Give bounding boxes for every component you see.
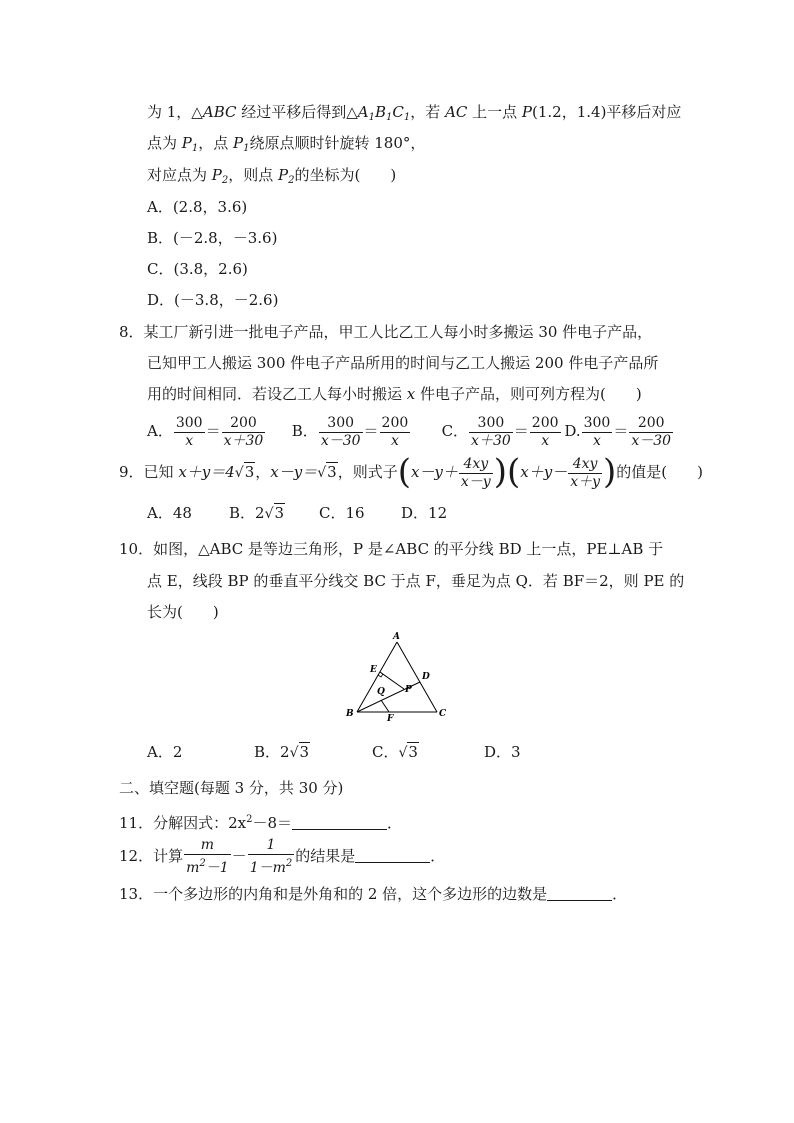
denominator: x xyxy=(390,432,399,449)
label-a: A xyxy=(393,632,400,642)
right-paren: ) xyxy=(603,452,617,492)
q9-option-d: D．12 xyxy=(401,504,448,522)
label-p: P xyxy=(405,685,412,695)
triangle-a1b1c1: $A_1B_1C_1$ xyxy=(357,103,411,123)
q9-line xyxy=(119,452,703,493)
fraction xyxy=(174,415,205,450)
option-label: B． xyxy=(291,422,318,440)
triangle-figure xyxy=(340,630,460,725)
denominator-part: m xyxy=(186,860,200,876)
q8-line-3 xyxy=(147,384,642,404)
q7-text: (1.2，1.4)平移后对应 xyxy=(532,103,682,121)
option-label: A． xyxy=(147,422,173,440)
q13-line xyxy=(119,884,627,904)
option-text: B．2 xyxy=(254,743,290,761)
left-paren: ( xyxy=(397,452,411,492)
q9-options xyxy=(147,503,447,524)
equals: ＝ xyxy=(613,422,629,440)
numerator: 300 xyxy=(319,415,363,433)
fraction xyxy=(184,837,231,877)
denominator: x xyxy=(185,432,194,449)
q10-option-d: D．3 xyxy=(484,743,521,761)
period: ． xyxy=(612,885,628,903)
numerator: m xyxy=(184,837,231,855)
q9-text: 的值是( ) xyxy=(616,463,703,481)
numerator: 200 xyxy=(222,415,266,433)
numerator: 4xy xyxy=(459,456,493,474)
option-label: D. xyxy=(564,422,581,440)
q7-text: 经过平移后得到△ xyxy=(236,103,358,121)
denominator: x－y xyxy=(460,473,491,490)
option-label: C． xyxy=(441,422,469,440)
q7-line-1 xyxy=(147,102,681,128)
q8-text: 件电子产品，则可列方程为( ) xyxy=(415,385,642,403)
q9-text: ，则式子 xyxy=(337,463,398,481)
q7-text: ，若 xyxy=(410,103,446,121)
q9-text: x＋y＝4 xyxy=(178,463,235,481)
numerator: 300 xyxy=(583,414,611,431)
q7-text: 对应点为 xyxy=(147,166,212,184)
label-f: F xyxy=(387,714,394,724)
q7-line-2 xyxy=(147,133,425,159)
equals: ＝ xyxy=(513,422,529,440)
q7-option-a: A．(2.8，3.6) xyxy=(147,198,248,216)
q12-line xyxy=(119,836,445,877)
numerator: 300 xyxy=(469,415,513,433)
q11-text: －8＝ xyxy=(252,814,293,832)
q10-options xyxy=(147,742,521,763)
q8-option-b xyxy=(292,411,437,451)
denominator: x－30 xyxy=(631,432,672,449)
numerator: 200 xyxy=(531,414,559,431)
q9-text: x－y＝ xyxy=(270,463,318,481)
denominator xyxy=(184,855,231,877)
radicand: 3 xyxy=(274,504,285,522)
q7-option-c: C．(3.8，2.6) xyxy=(147,260,248,278)
option-text: C． xyxy=(372,743,399,761)
right-paren: ) xyxy=(493,452,507,492)
denominator-part: －1 xyxy=(205,860,229,876)
numerator: 200 xyxy=(629,415,673,433)
exponent: 2 xyxy=(199,858,206,869)
equals: ＝ xyxy=(205,422,221,440)
q11-line xyxy=(119,810,402,833)
label-q: Q xyxy=(377,687,385,697)
point-p2: $P_2$ xyxy=(211,166,229,186)
q7-text: 点为 xyxy=(147,134,182,152)
q10-line-3: 长为( ) xyxy=(147,603,219,621)
q7-text: P xyxy=(521,103,533,121)
section-2-heading: 二、填空题(每题 3 分，共 30 分) xyxy=(119,779,344,797)
point-p1: $P_1$ xyxy=(233,134,250,154)
q11-text: 11．分解因式：2x xyxy=(119,814,247,832)
q10-option-a: A．2 xyxy=(147,743,183,761)
denominator: x xyxy=(593,432,601,449)
point-p1: $P_1$ xyxy=(181,134,199,154)
fraction xyxy=(629,415,673,450)
fraction xyxy=(319,415,363,450)
radical-sign: √ xyxy=(317,465,327,481)
q13-text: 13．一个多边形的内角和是外角和的 2 倍，这个多边形的边数是 xyxy=(119,885,548,903)
fraction xyxy=(582,415,613,450)
q7-text: 为 1，△ xyxy=(147,103,203,121)
denominator xyxy=(248,855,295,877)
q12-text: 的结果是 xyxy=(295,847,356,865)
answer-blank[interactable] xyxy=(292,813,387,830)
q10-option-c xyxy=(372,742,484,763)
q9-option-a: A．48 xyxy=(147,504,192,522)
q7-option-d: D．(－3.8，－2.6) xyxy=(147,291,279,309)
radical-sign: √ xyxy=(264,506,274,522)
q10-line-2: 点 E，线段 BP 的垂直平分线交 BC 于点 F，垂足为点 Q．若 BF＝2，则 PE 的 xyxy=(147,572,685,590)
denominator: x＋30 xyxy=(223,432,264,449)
q7-text: ABC xyxy=(202,103,237,121)
radicand: 3 xyxy=(299,743,310,761)
label-b: B xyxy=(346,709,354,719)
q9-text: x＋y－ xyxy=(520,463,568,481)
numerator: 300 xyxy=(175,414,203,431)
left-paren: ( xyxy=(506,452,521,492)
period: ． xyxy=(387,814,403,832)
q8-line-2: 已知甲工人搬运 300 件电子产品所用的时间与乙工人搬运 200 件电子产品所 xyxy=(147,354,659,372)
q7-text: 绕原点顺时针旋转 180°， xyxy=(249,134,426,152)
label-c: C xyxy=(439,709,447,719)
q7-line-3 xyxy=(147,165,396,191)
q8-option-a xyxy=(147,411,287,451)
minus: － xyxy=(231,847,247,865)
q8-option-c xyxy=(442,411,560,451)
label-d: D xyxy=(422,672,430,682)
radicand: 3 xyxy=(408,743,418,761)
q9-option-c: C．16 xyxy=(319,504,365,522)
denominator: x＋30 xyxy=(471,432,511,449)
q8-line-1: 8．某工厂新引进一批电子产品，甲工人比乙工人每小时多搬运 30 件电子产品， xyxy=(119,323,653,341)
answer-blank[interactable] xyxy=(355,846,430,863)
numerator: 1 xyxy=(248,837,295,855)
fraction xyxy=(459,456,493,491)
q8-option-d xyxy=(564,411,674,451)
denominator: x xyxy=(541,432,550,449)
fraction xyxy=(248,837,295,877)
q7-text: ，则点 xyxy=(228,166,279,184)
denominator: x＋y xyxy=(570,473,600,490)
option-text: B．2 xyxy=(229,504,265,522)
q10-option-b xyxy=(254,742,372,763)
q9-text: x－y＋ xyxy=(410,463,458,481)
fraction xyxy=(380,415,411,450)
radical-sign: √ xyxy=(234,465,244,481)
side-ab xyxy=(357,642,397,712)
q7-text: AC xyxy=(445,103,468,121)
q12-text: 12．计算 xyxy=(119,847,184,865)
q7-text: ，点 xyxy=(198,134,234,152)
q7-text: 上一点 xyxy=(467,103,522,121)
fraction xyxy=(469,415,513,450)
q7-option-b: B．(－2.8，－3.6) xyxy=(147,229,278,247)
radical-sign: √ xyxy=(398,745,408,761)
radicand: 3 xyxy=(244,463,255,481)
label-e: E xyxy=(370,665,377,675)
q10-line-1: 10．如图，△ABC 是等边三角形，P 是∠ABC 的平分线 BD 上一点，PE⊥AB 于 xyxy=(119,540,664,558)
exponent: 2 xyxy=(285,858,293,869)
q8-text: 用的时间相同．若设乙工人每小时搬运 xyxy=(147,385,407,403)
denominator: x－30 xyxy=(320,432,361,449)
q9-option-b xyxy=(229,503,319,524)
fraction xyxy=(568,456,602,491)
fraction xyxy=(222,415,266,450)
denominator-part: 1－m xyxy=(249,860,286,876)
numerator: 4xy xyxy=(568,456,602,474)
q9-text: ， xyxy=(255,463,271,481)
fraction xyxy=(530,415,561,450)
point-p2: $P_2$ xyxy=(278,166,295,186)
numerator: 200 xyxy=(381,414,409,431)
q9-text: 9．已知 xyxy=(119,463,179,481)
q8-options xyxy=(147,411,674,451)
radical-sign: √ xyxy=(289,745,299,761)
radicand: 3 xyxy=(327,463,337,481)
exponent: 2 xyxy=(246,814,253,825)
q8-text: x xyxy=(406,385,416,403)
side-ac xyxy=(397,642,437,712)
answer-blank[interactable] xyxy=(547,884,612,901)
perp-bisector-qf xyxy=(381,700,389,712)
period: ． xyxy=(430,847,446,865)
equals: ＝ xyxy=(363,422,379,440)
q7-text: 的坐标为( ) xyxy=(294,166,397,184)
